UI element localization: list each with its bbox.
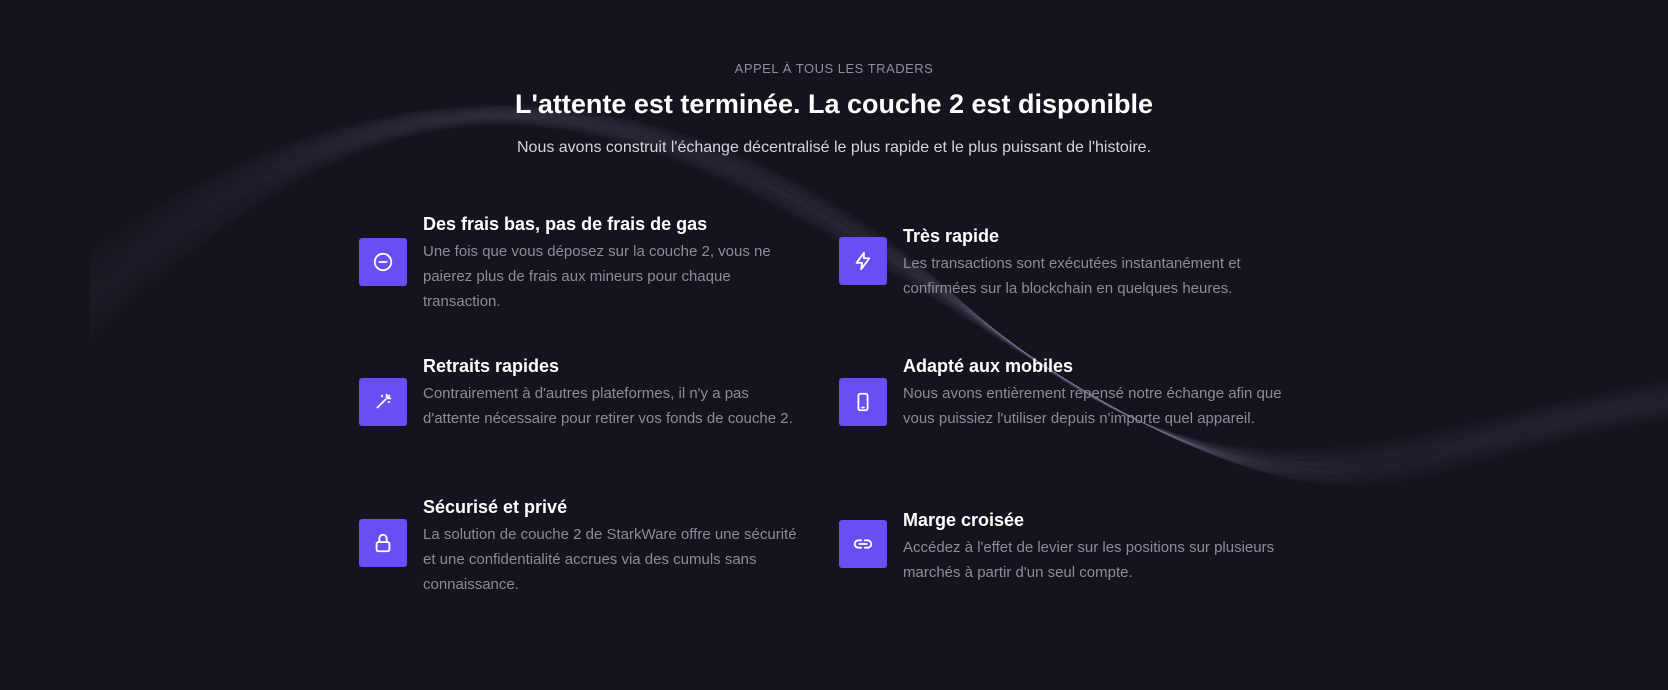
feature-description: Les transactions sont exécutées instantanément et confirmées sur la blockchain en quelques heures. [903, 255, 1241, 297]
feature-title: Très rapide [903, 226, 1000, 246]
lock-icon [359, 519, 407, 567]
link-icon [839, 520, 887, 568]
eyebrow-label: APPEL À TOUS LES TRADERS [734, 61, 934, 76]
feature-title: Retraits rapides [423, 356, 560, 376]
wave-line [90, 124, 1668, 484]
wave-line [90, 122, 1668, 480]
feature-title: Marge croisée [903, 510, 1025, 530]
wave-line [90, 123, 1668, 482]
wave-line [90, 123, 1668, 482]
lightning-icon [839, 237, 887, 285]
feature-title: Sécurisé et privé [423, 497, 568, 517]
feature-title: Des frais bas, pas de frais de gas [423, 214, 708, 234]
feature-description: Nous avons entièrement repensé notre échange afin que vous puissiez l'utiliser depuis n'importe quel appareil. [903, 385, 1282, 427]
page-title: L'attente est terminée. La couche 2 est disponible [514, 89, 1154, 119]
feature-description: La solution de couche 2 de StarkWare offre une sécurité et une confidentialité accrues via des cumuls sans connaissance. [423, 526, 797, 593]
magic-wand-icon [359, 378, 407, 426]
feature-title: Adapté aux mobiles [903, 356, 1074, 376]
feature-description: Accédez à l'effet de levier sur les positions sur plusieurs marchés à partir d'un seul compte. [903, 539, 1275, 581]
page-subtitle: Nous avons construit l'échange décentralisé le plus rapide et le plus puissant de l'histoire. [516, 139, 1152, 156]
mobile-phone-icon [839, 378, 887, 426]
feature-description: Contrairement à d'autres plateformes, il n'y a pas d'attente nécessaire pour retirer vos fonds de couche 2. [423, 385, 793, 427]
wave-line [90, 123, 1668, 482]
wave-line [90, 125, 1668, 486]
wave-line [90, 124, 1668, 484]
minus-circle-icon [359, 238, 407, 286]
feature-description: Une fois que vous déposez sur la couche 2, vous ne paierez plus de frais aux mineurs pour chaque transaction. [423, 243, 771, 310]
